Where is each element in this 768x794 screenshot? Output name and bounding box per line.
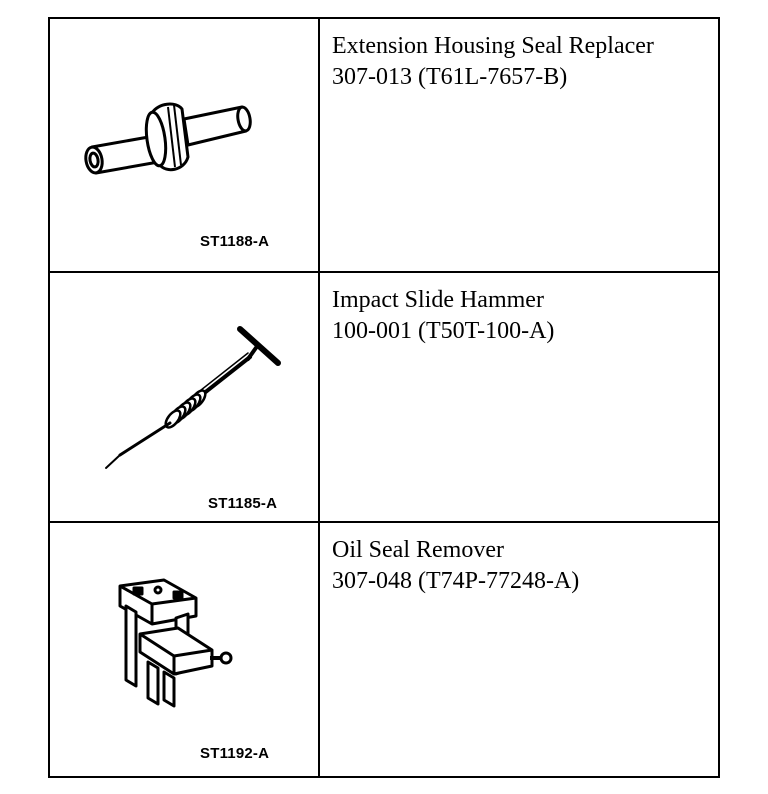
slide-hammer-icon: [100, 323, 290, 473]
tool-illustration-cell: [49, 522, 319, 777]
tool-description-cell: [319, 18, 719, 272]
figure-code: ST1192-A: [200, 745, 270, 762]
tool-number: 100-001 (T50T-100-A): [332, 318, 555, 344]
tool-description-cell: [319, 272, 719, 522]
figure-code: ST1185-A: [208, 495, 278, 512]
oil-seal-remover-icon: [114, 578, 234, 708]
tool-description-cell: [319, 522, 719, 777]
table-row: [49, 272, 719, 522]
tool-number: 307-013 (T61L-7657-B): [332, 64, 568, 90]
tool-number: 307-048 (T74P-77248-A): [332, 568, 580, 594]
tool-illustration-cell: [49, 18, 319, 272]
table-row: [49, 522, 719, 777]
seal-replacer-icon: [80, 95, 260, 195]
tool-name: Impact Slide Hammer: [332, 287, 544, 313]
special-tools-table: [48, 17, 720, 778]
figure-code: ST1188-A: [200, 233, 270, 250]
tool-name: Extension Housing Seal Replacer: [332, 33, 654, 59]
table-row: [49, 18, 719, 272]
tool-illustration-cell: [49, 272, 319, 522]
tool-name: Oil Seal Remover: [332, 537, 504, 563]
